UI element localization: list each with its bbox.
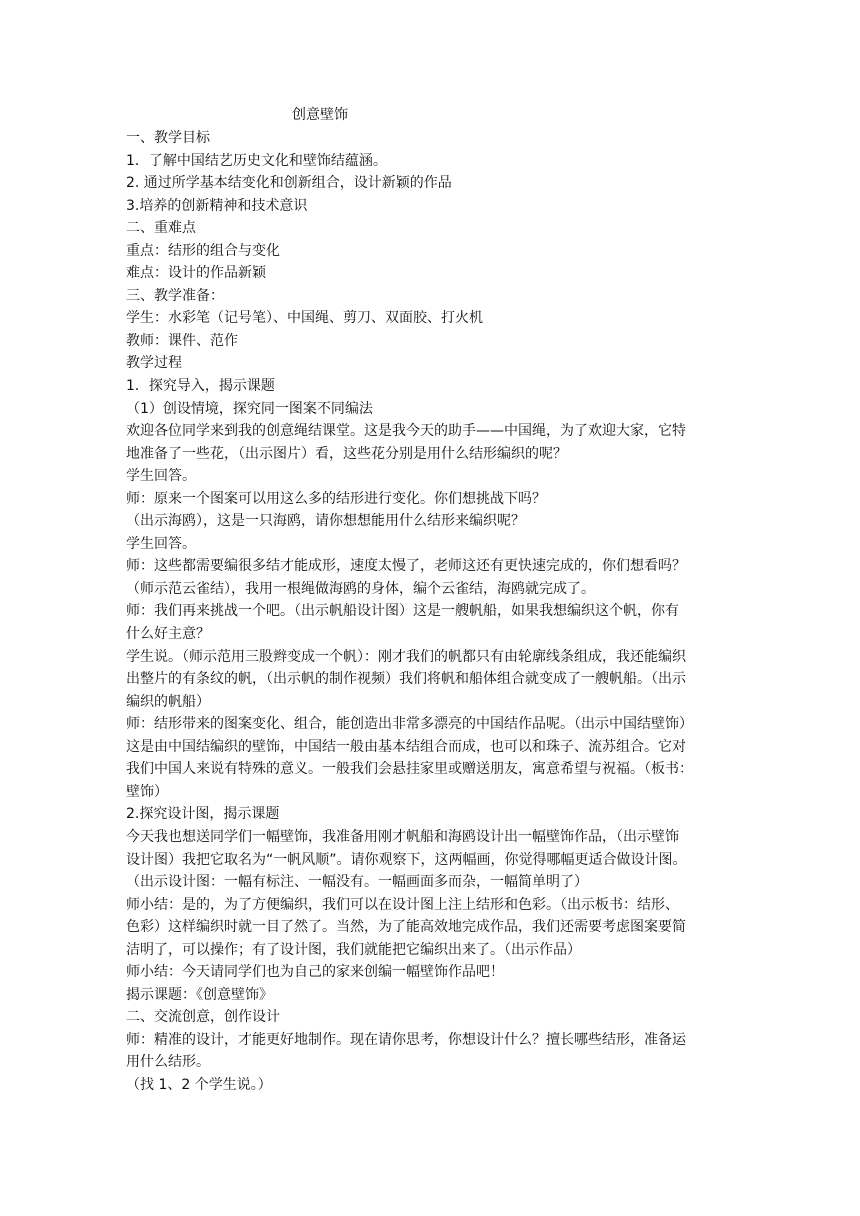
text-line: 师：结形带来的图案变化、组合，能创造出非常多漂亮的中国结作品呢。（出示中国结壁饰）: [126, 716, 693, 733]
text-line: 师小结：今天请同学们也为自己的家来创编一幅壁饰作品吧！: [126, 964, 504, 981]
text-line: 1．了解中国结艺历史文化和壁饰结蕴涵。: [126, 152, 387, 169]
document-body: [126, 127, 740, 1097]
text-line: 揭示课题：《创意壁饰》: [126, 986, 273, 1003]
text-line: 2.探究设计图，揭示课题: [126, 806, 280, 823]
document-title: 创意壁饰: [292, 107, 348, 123]
text-line: 师：我们再来挑战一个吧。（出示帆船设计图）这是一艘帆船，如果我想编织这个帆，你有: [126, 603, 679, 620]
text-line: 今天我也想送同学们一幅壁饰，我准备用刚才帆船和海鸥设计出一幅壁饰作品，（出示壁饰: [126, 828, 679, 845]
text-line: 学生说。（师示范用三股辫变成一个帆）：刚才我们的帆都只有由轮廓线条组成，我还能编织: [126, 648, 686, 665]
text-line: （师示范云雀结），我用一根绳做海鸥的身体，编个云雀结，海鸥就完成了。: [126, 580, 595, 597]
text-line: 设计图）我把它取名为“一帆风顺”。请你观察下，这两幅画，你觉得哪幅更适合做设计图。: [126, 851, 687, 868]
text-line: 师：这些都需要编很多结才能成形，速度太慢了，老师这还有更快速完成的，你们想看吗？: [126, 558, 686, 575]
text-line: 欢迎各位同学来到我的创意绳结课堂。这是我今天的助手——中国绳，为了欢迎大家，它特: [126, 423, 686, 440]
text-line: 教师：课件、范作: [126, 332, 238, 349]
text-line: 二、交流创意，创作设计: [126, 1009, 280, 1026]
text-line: 教学过程: [126, 355, 182, 372]
text-line: 我们中国人来说有特殊的意义。一般我们会悬挂家里或赠送朋友，寓意希望与祝福。（板书：: [126, 761, 693, 778]
text-line: 师：精准的设计，才能更好地制作。现在请你思考，你想设计什么？擅长哪些结形，准备运: [126, 1031, 686, 1048]
text-line: 3.培养的创新精神和技术意识: [126, 197, 308, 214]
text-line: 师小结：是的，为了方便编织，我们可以在设计图上注上结形和色彩。（出示板书：结形、: [126, 896, 679, 913]
text-line: （出示设计图：一幅有标注、一幅没有。一幅画面多而杂，一幅简单明了）: [126, 874, 588, 891]
text-line: 难点：设计的作品新颖: [126, 265, 266, 282]
text-line: 这是由中国结编织的壁饰，中国结一般由基本结组合而成，也可以和珠子、流苏组合。它对: [126, 738, 686, 755]
text-line: 学生回答。: [126, 468, 196, 485]
text-line: 壁饰）: [126, 783, 168, 800]
text-line: （找 1、2 个学生说。）: [126, 1076, 272, 1093]
text-line: 一、教学目标: [126, 130, 210, 146]
text-line: 学生：水彩笔（记号笔）、中国绳、剪刀、双面胶、打火机: [126, 310, 483, 327]
text-line: （出示海鸥），这是一只海鸥，请你想想能用什么结形来编织呢？: [126, 513, 525, 530]
text-line: 洁明了，可以操作；有了设计图，我们就能把它编织出来了。（出示作品）: [126, 941, 581, 958]
text-line: 1．探究导入，揭示课题: [126, 378, 275, 395]
text-line: 色彩）这样编织时就一目了然了。当然，为了能高效地完成作品，我们还需要考虑图案要简: [126, 919, 686, 936]
text-line: 编织的帆船）: [126, 693, 210, 710]
text-line: 地准备了一些花，（出示图片）看，这些花分别是用什么结形编织的呢？: [126, 445, 567, 462]
text-line: 师：原来一个图案可以用这么多的结形进行变化。你们想挑战下吗？: [126, 490, 546, 507]
text-line: 重点：结形的组合与变化: [126, 242, 280, 259]
text-line: 学生回答。: [126, 535, 196, 552]
text-line: 三、教学准备：: [126, 287, 224, 304]
text-line: （1）创设情境，探究同一图案不同编法: [126, 400, 373, 417]
text-line: 用什么结形。: [126, 1054, 210, 1071]
text-line: 什么好主意？: [126, 626, 210, 643]
text-line: 2. 通过所学基本结变化和创新组合，设计新颖的作品: [126, 175, 452, 192]
text-line: 出整片的有条纹的帆，（出示帆的制作视频）我们将帆和船体组合就变成了一艘帆船。（出示: [126, 671, 686, 688]
text-line: 二、重难点: [126, 220, 196, 237]
